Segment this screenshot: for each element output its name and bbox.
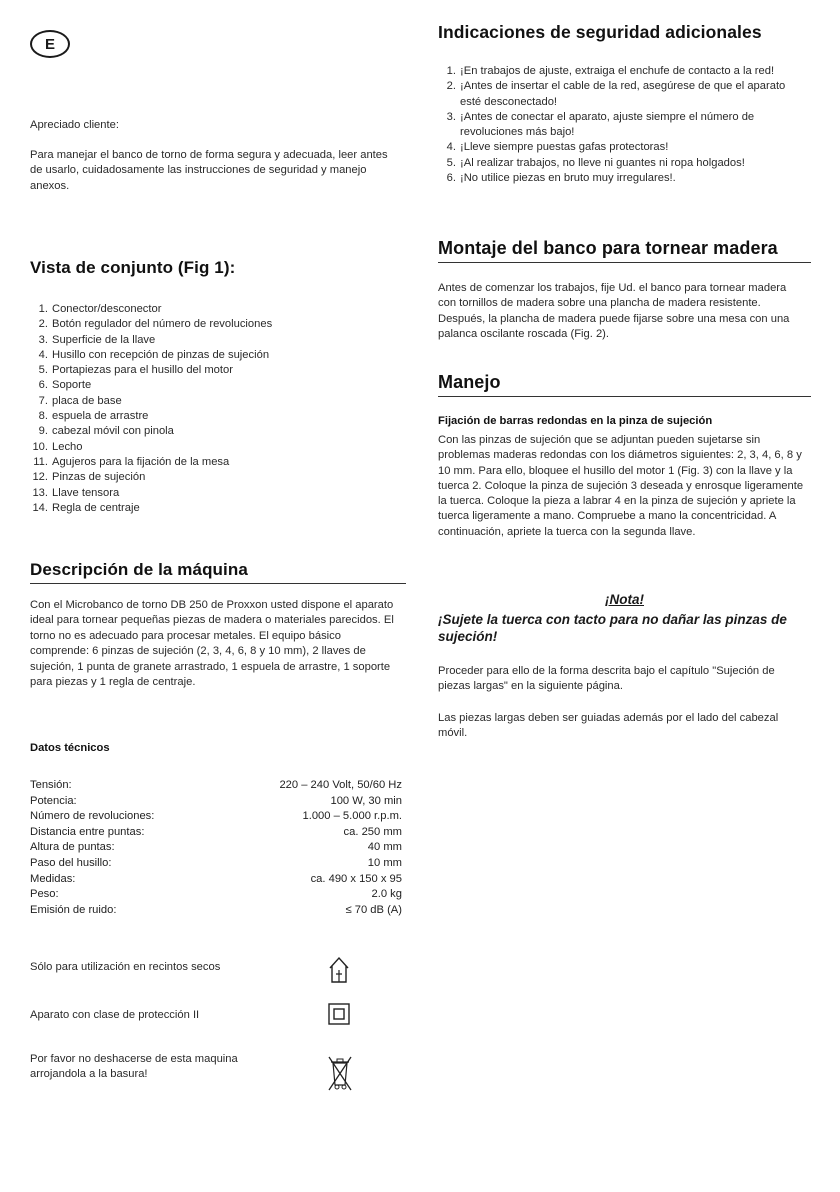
list-item (30, 348, 370, 363)
spec-label: Peso: (30, 888, 59, 901)
spec-label: Emisión de ruido: (30, 903, 117, 916)
safety-title: Indicaciones de seguridad adicionales (438, 22, 762, 42)
list-item (438, 156, 800, 171)
list-item-number: 8. (38, 410, 48, 423)
list-item (438, 64, 800, 79)
list-item-text: espuela de arrastre (52, 410, 149, 423)
list-item-text: ¡En trabajos de ajuste, extraiga el enchufe de contacto a la red! (460, 65, 775, 77)
list-item-text: placa de base (52, 394, 122, 407)
note-text: ¡Sujete la tuerca con tacto para no dañar las pinzas de sujeción! (438, 612, 787, 644)
list-item-text: Portapiezas para el husillo del motor (52, 364, 233, 377)
list-item-number: 5. (38, 364, 48, 377)
list-item (30, 363, 370, 378)
list-item-text: Superficie de la llave (52, 333, 156, 346)
list-item (438, 110, 800, 141)
list-item-number: 7. (38, 394, 48, 407)
list-item-text: Husillo con recepción de pinzas de sujeción (52, 348, 270, 361)
spec-row (30, 778, 402, 794)
spec-row (30, 794, 402, 810)
disposal-text: Por favor no deshacerse de esta maquina arrojandola a la basura! (30, 1053, 238, 1081)
list-item-number: 9. (38, 425, 48, 438)
list-item-number: 3. (38, 333, 48, 346)
list-item-number: 1. (38, 303, 48, 315)
list-item-number: 1. (446, 65, 456, 77)
list-item (30, 424, 370, 439)
list-item (30, 455, 370, 470)
list-item-number: 6. (446, 172, 456, 185)
list-item-text: Conector/desconector (52, 303, 162, 315)
list-item-number: 4. (38, 348, 48, 361)
weee-bin-icon (326, 1052, 354, 1094)
protection-class-text: Aparato con clase de protección II (30, 1009, 200, 1021)
list-item-number: 12. (32, 471, 48, 484)
spec-row (30, 840, 402, 856)
clamp-text: Con las pinzas de sujeción que se adjuntan pueden sujetarse sin problemas maderas redondas con los diámetros siguientes: 2, 3, 4, 6, 8 y 10 mm. Para ello, bloquee el husillo del motor 1 (Fig. 3) con la llave y la tuerca 2. Coloque la pinza de sujeción 3 deseada y enrosque ligeramente la tuerca. Coloque la pieza a labrar 4 en la pinza de sujeción y apriete la tuerca ligeramente a mano. Compruebe a mano la concentricidad. A continuación, apriete la tuerca con la segunda llave. (438, 434, 804, 538)
spec-label: Altura de puntas: (30, 841, 115, 854)
list-item (30, 394, 370, 409)
list-item-text: ¡Lleve siempre puestas gafas protectoras! (460, 141, 669, 154)
spec-row (30, 825, 402, 841)
list-item-number: 10. (32, 440, 48, 453)
spec-value: 220 – 240 Volt, 50/60 Hz (279, 779, 402, 791)
list-item-number: 14. (32, 501, 48, 514)
machine-text: Con el Microbanco de torno DB 250 de Proxxon usted dispone el aparato ideal para tornear pequeñas piezas de madera o materiales parecidos. El torno no es adecuado para procesar metales. El equipo básico comprende: 6 pinzas de sujeción (2, 3, 4, 6, 8 y 10 mm), 2 llaves de sujeción, 1 punta de granete arrastrado, 1 espuela de arrastre, 1 soporte para piezas y 1 regla de centraje. (30, 599, 394, 689)
spec-table (30, 778, 402, 918)
proceed-text: Proceder para ello de la forma descrita bajo el capítulo "Sujeción de piezas largas" en la siguiente página. (438, 665, 775, 693)
machine-title: Descripción de la máquina (30, 560, 406, 584)
list-item (438, 79, 800, 110)
spec-row (30, 856, 402, 872)
note-title: ¡Nota! (605, 592, 644, 607)
dry-rooms-text: Sólo para utilización en recintos secos (30, 961, 221, 973)
mount-title: Montaje del banco para tornear madera (438, 238, 811, 263)
greeting: Apreciado cliente: (30, 119, 119, 131)
list-item (30, 440, 370, 455)
spec-label: Potencia: (30, 794, 77, 807)
list-item (30, 333, 370, 348)
spec-label: Distancia entre puntas: (30, 825, 145, 838)
spec-row (30, 903, 402, 919)
list-item-text: Regla de centraje (52, 501, 140, 514)
list-item (30, 470, 370, 485)
spec-label: Tensión: (30, 779, 72, 791)
overview-title: Vista de conjunto (Fig 1): (30, 258, 236, 277)
list-item (30, 409, 370, 424)
list-item-number: 5. (446, 156, 456, 169)
list-item-text: cabezal móvil con pinola (52, 425, 174, 438)
list-item-text: Lecho (52, 440, 83, 453)
spec-value: ca. 490 x 150 x 95 (310, 872, 402, 885)
list-item-text: Soporte (52, 379, 92, 392)
spec-value: 40 mm (367, 841, 402, 854)
spec-value: 2.0 kg (371, 888, 402, 901)
list-item-number: 3. (446, 110, 456, 123)
list-item (30, 501, 370, 516)
list-item-number: 4. (446, 141, 456, 154)
intro-text: Para manejar el banco de torno de forma segura y adecuada, leer antes de usarlo, cuidadosamente las instrucciones de seguridad y manejo anexos. (30, 149, 388, 192)
language-badge: E (30, 30, 70, 58)
list-item-text: ¡Antes de insertar el cable de la red, asegúrese de que el aparato esté desconectado! (460, 80, 786, 108)
handling-title: Manejo (438, 372, 811, 397)
list-item-number: 6. (38, 379, 48, 392)
spec-value: ca. 250 mm (343, 825, 402, 838)
list-item-text: Llave tensora (52, 486, 120, 499)
list-item-number: 2. (446, 80, 456, 93)
list-item (30, 302, 370, 317)
spec-value: 100 W, 30 min (330, 794, 402, 807)
spec-label: Paso del husillo: (30, 856, 112, 869)
spec-label: Número de revoluciones: (30, 810, 155, 823)
list-item-number: 11. (33, 455, 48, 468)
spec-value: 1.000 – 5.000 r.p.m. (302, 810, 402, 823)
list-item-text: Agujeros para la fijación de la mesa (52, 455, 230, 468)
list-item-text: ¡No utilice piezas en bruto muy irregulares!. (460, 172, 676, 185)
spec-row (30, 872, 402, 888)
list-item-text: ¡Antes de conectar el aparato, ajuste siempre el número de revoluciones más bajo! (460, 110, 755, 139)
long-pieces-text: Las piezas largas deben ser guiadas además por el lado del cabezal móvil. (438, 712, 779, 740)
list-item-text: Botón regulador del número de revoluciones (52, 318, 273, 331)
list-item-text: ¡Al realizar trabajos, no lleve ni guantes ni ropa holgados! (460, 156, 745, 169)
list-item-number: 2. (38, 318, 48, 331)
spec-label: Medidas: (30, 872, 76, 885)
list-item (30, 317, 370, 332)
class-ii-icon (327, 1002, 351, 1026)
spec-row (30, 887, 402, 903)
mount-text: Antes de comenzar los trabajos, fije Ud. el banco para tornear madera con tornillos de madera sobre una plancha de madera resistente. Después, la plancha de madera puede fijarse sobre una mesa con una palanca oscilante roscada (Fig. 2). (438, 282, 790, 340)
spec-value: 10 mm (367, 856, 402, 869)
safety-list (438, 64, 800, 186)
list-item (30, 486, 370, 501)
list-item-number: 13. (32, 486, 48, 499)
tech-title: Datos técnicos (30, 742, 110, 754)
clamp-title: Fijación de barras redondas en la pinza de sujeción (438, 415, 713, 427)
overview-list (30, 302, 370, 516)
list-item-text: Pinzas de sujeción (52, 471, 146, 484)
list-item (438, 171, 800, 186)
list-item (438, 140, 800, 155)
list-item (30, 378, 370, 393)
spec-row (30, 809, 402, 825)
indoor-use-icon (325, 955, 353, 985)
spec-value: ≤ 70 dB (A) (345, 903, 402, 916)
